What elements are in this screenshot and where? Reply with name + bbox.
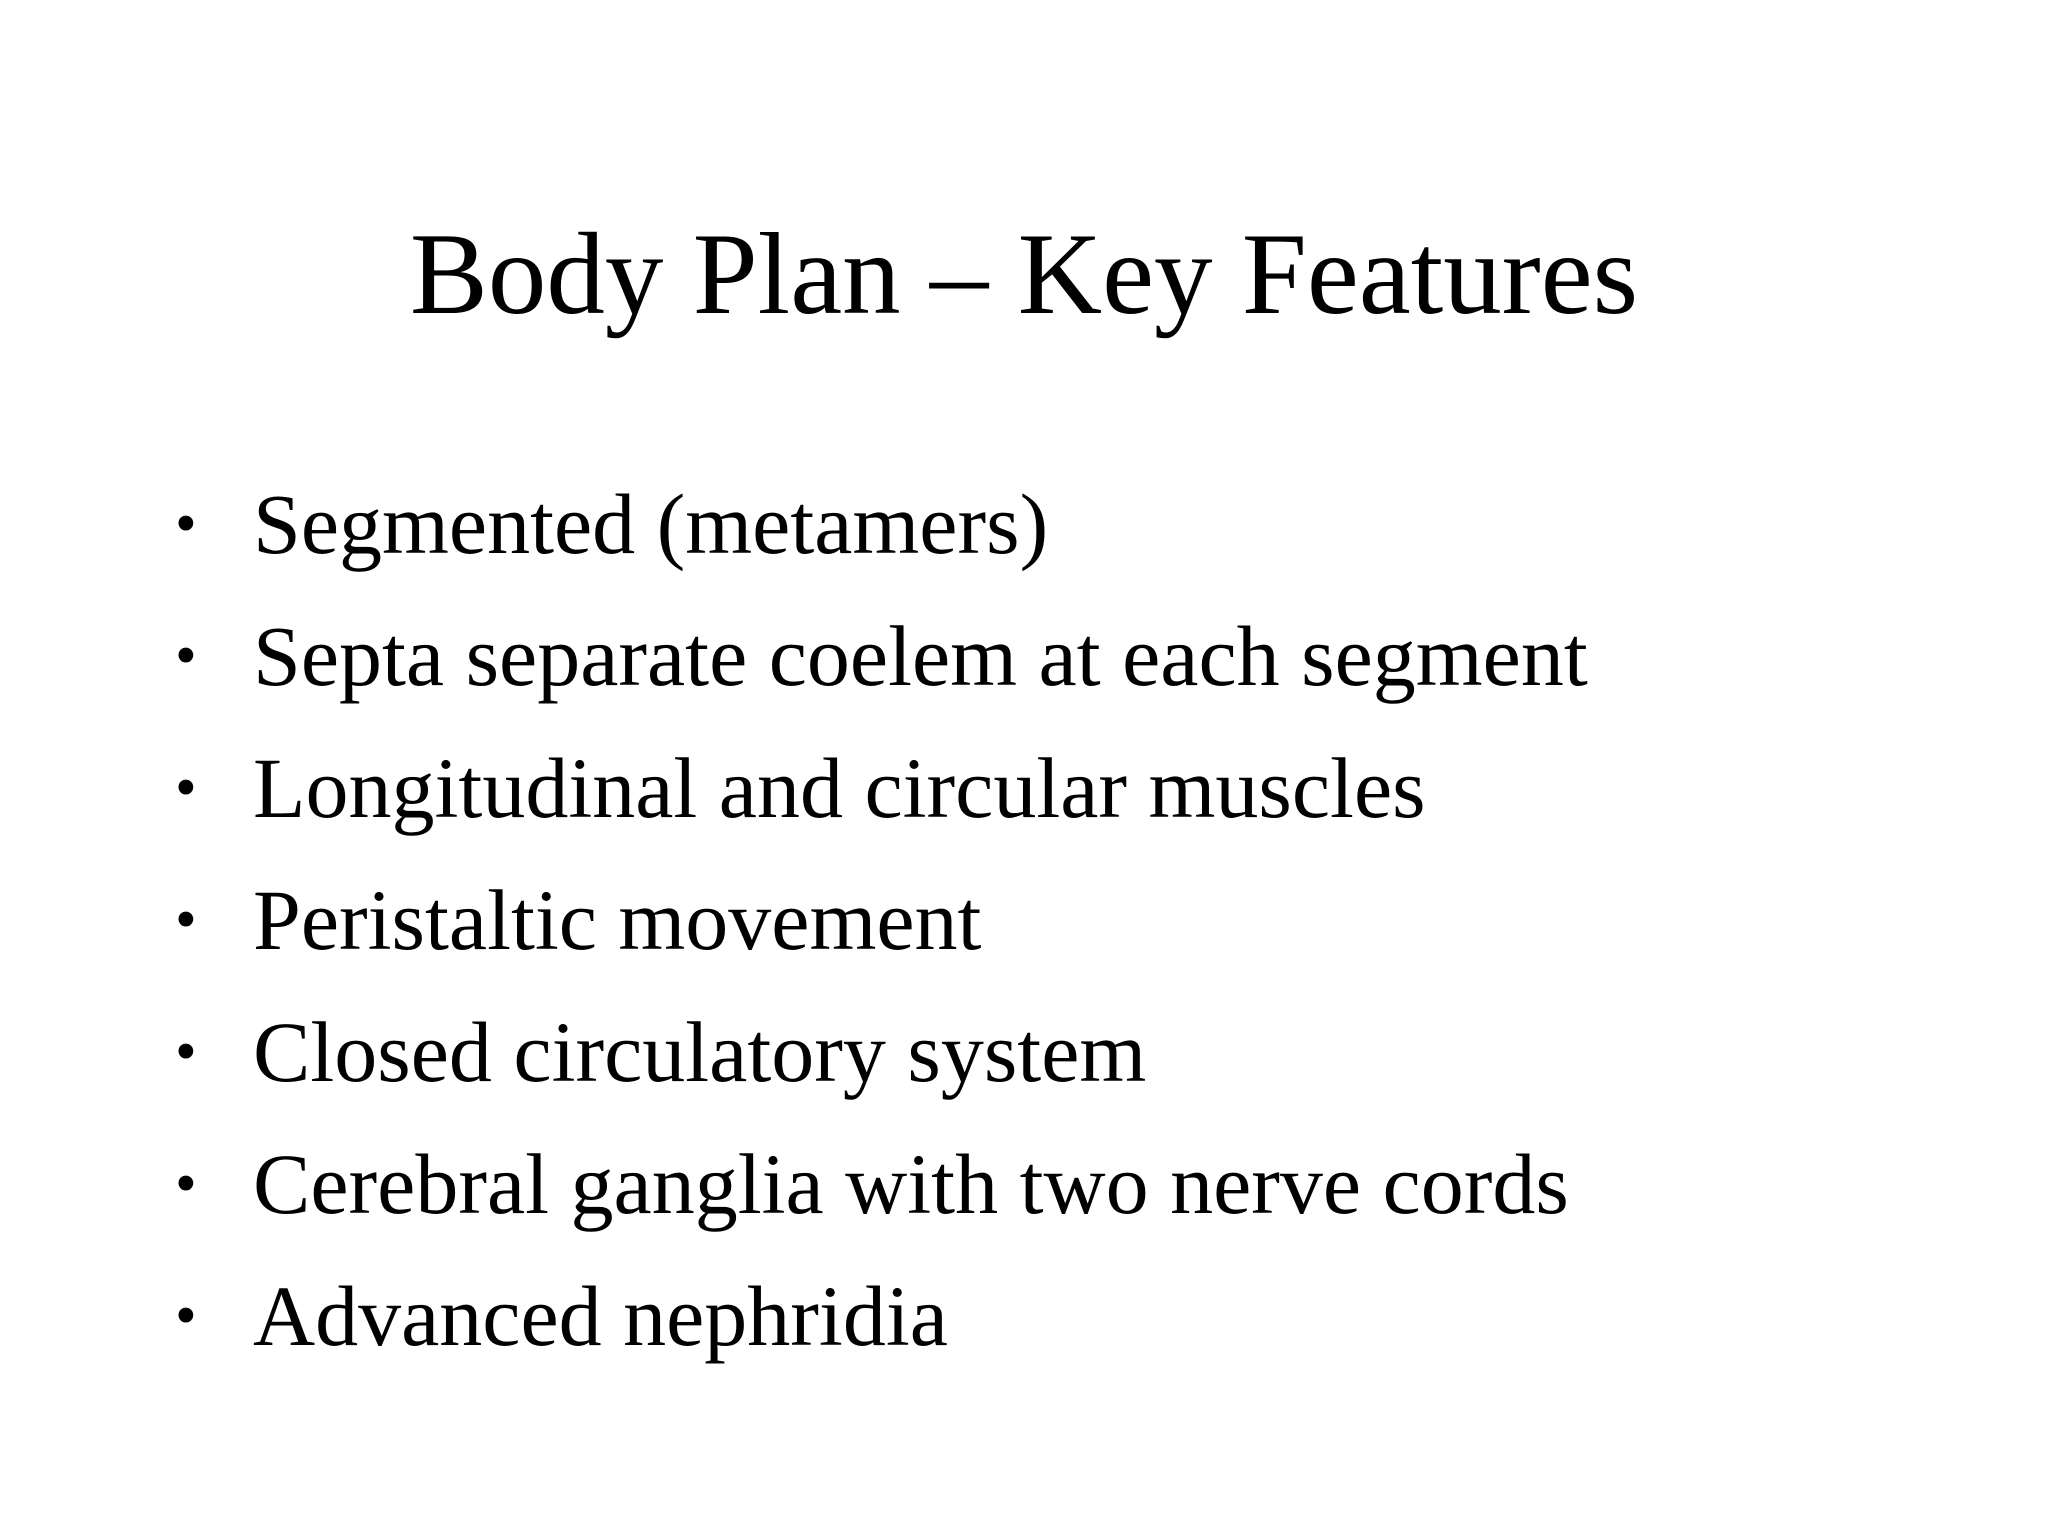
bullet-item	[0, 1118, 2048, 1250]
slide-title: Body Plan – Key Features	[409, 210, 1639, 339]
bullet-item	[0, 1250, 2048, 1382]
bullet-text: Longitudinal and circular muscles	[253, 740, 1426, 836]
bullet-icon: •	[175, 1018, 197, 1086]
bullet-icon: •	[175, 622, 197, 690]
bullet-icon: •	[175, 1150, 197, 1218]
bullet-text: Advanced nephridia	[253, 1268, 948, 1364]
bullet-item	[0, 854, 2048, 986]
bullet-text: Cerebral ganglia with two nerve cords	[253, 1136, 1569, 1232]
bullet-item	[0, 458, 2048, 590]
bullet-icon: •	[175, 1282, 197, 1350]
bullet-text: Segmented (metamers)	[253, 476, 1049, 572]
bullet-item	[0, 986, 2048, 1118]
bullet-icon: •	[175, 886, 197, 954]
bullet-list	[0, 458, 2048, 1382]
bullet-text: Septa separate coelem at each segment	[253, 608, 1588, 704]
bullet-text: Peristaltic movement	[253, 872, 982, 968]
bullet-item	[0, 590, 2048, 722]
bullet-icon: •	[175, 490, 197, 558]
bullet-item	[0, 722, 2048, 854]
bullet-text: Closed circulatory system	[253, 1004, 1147, 1100]
bullet-icon: •	[175, 754, 197, 822]
